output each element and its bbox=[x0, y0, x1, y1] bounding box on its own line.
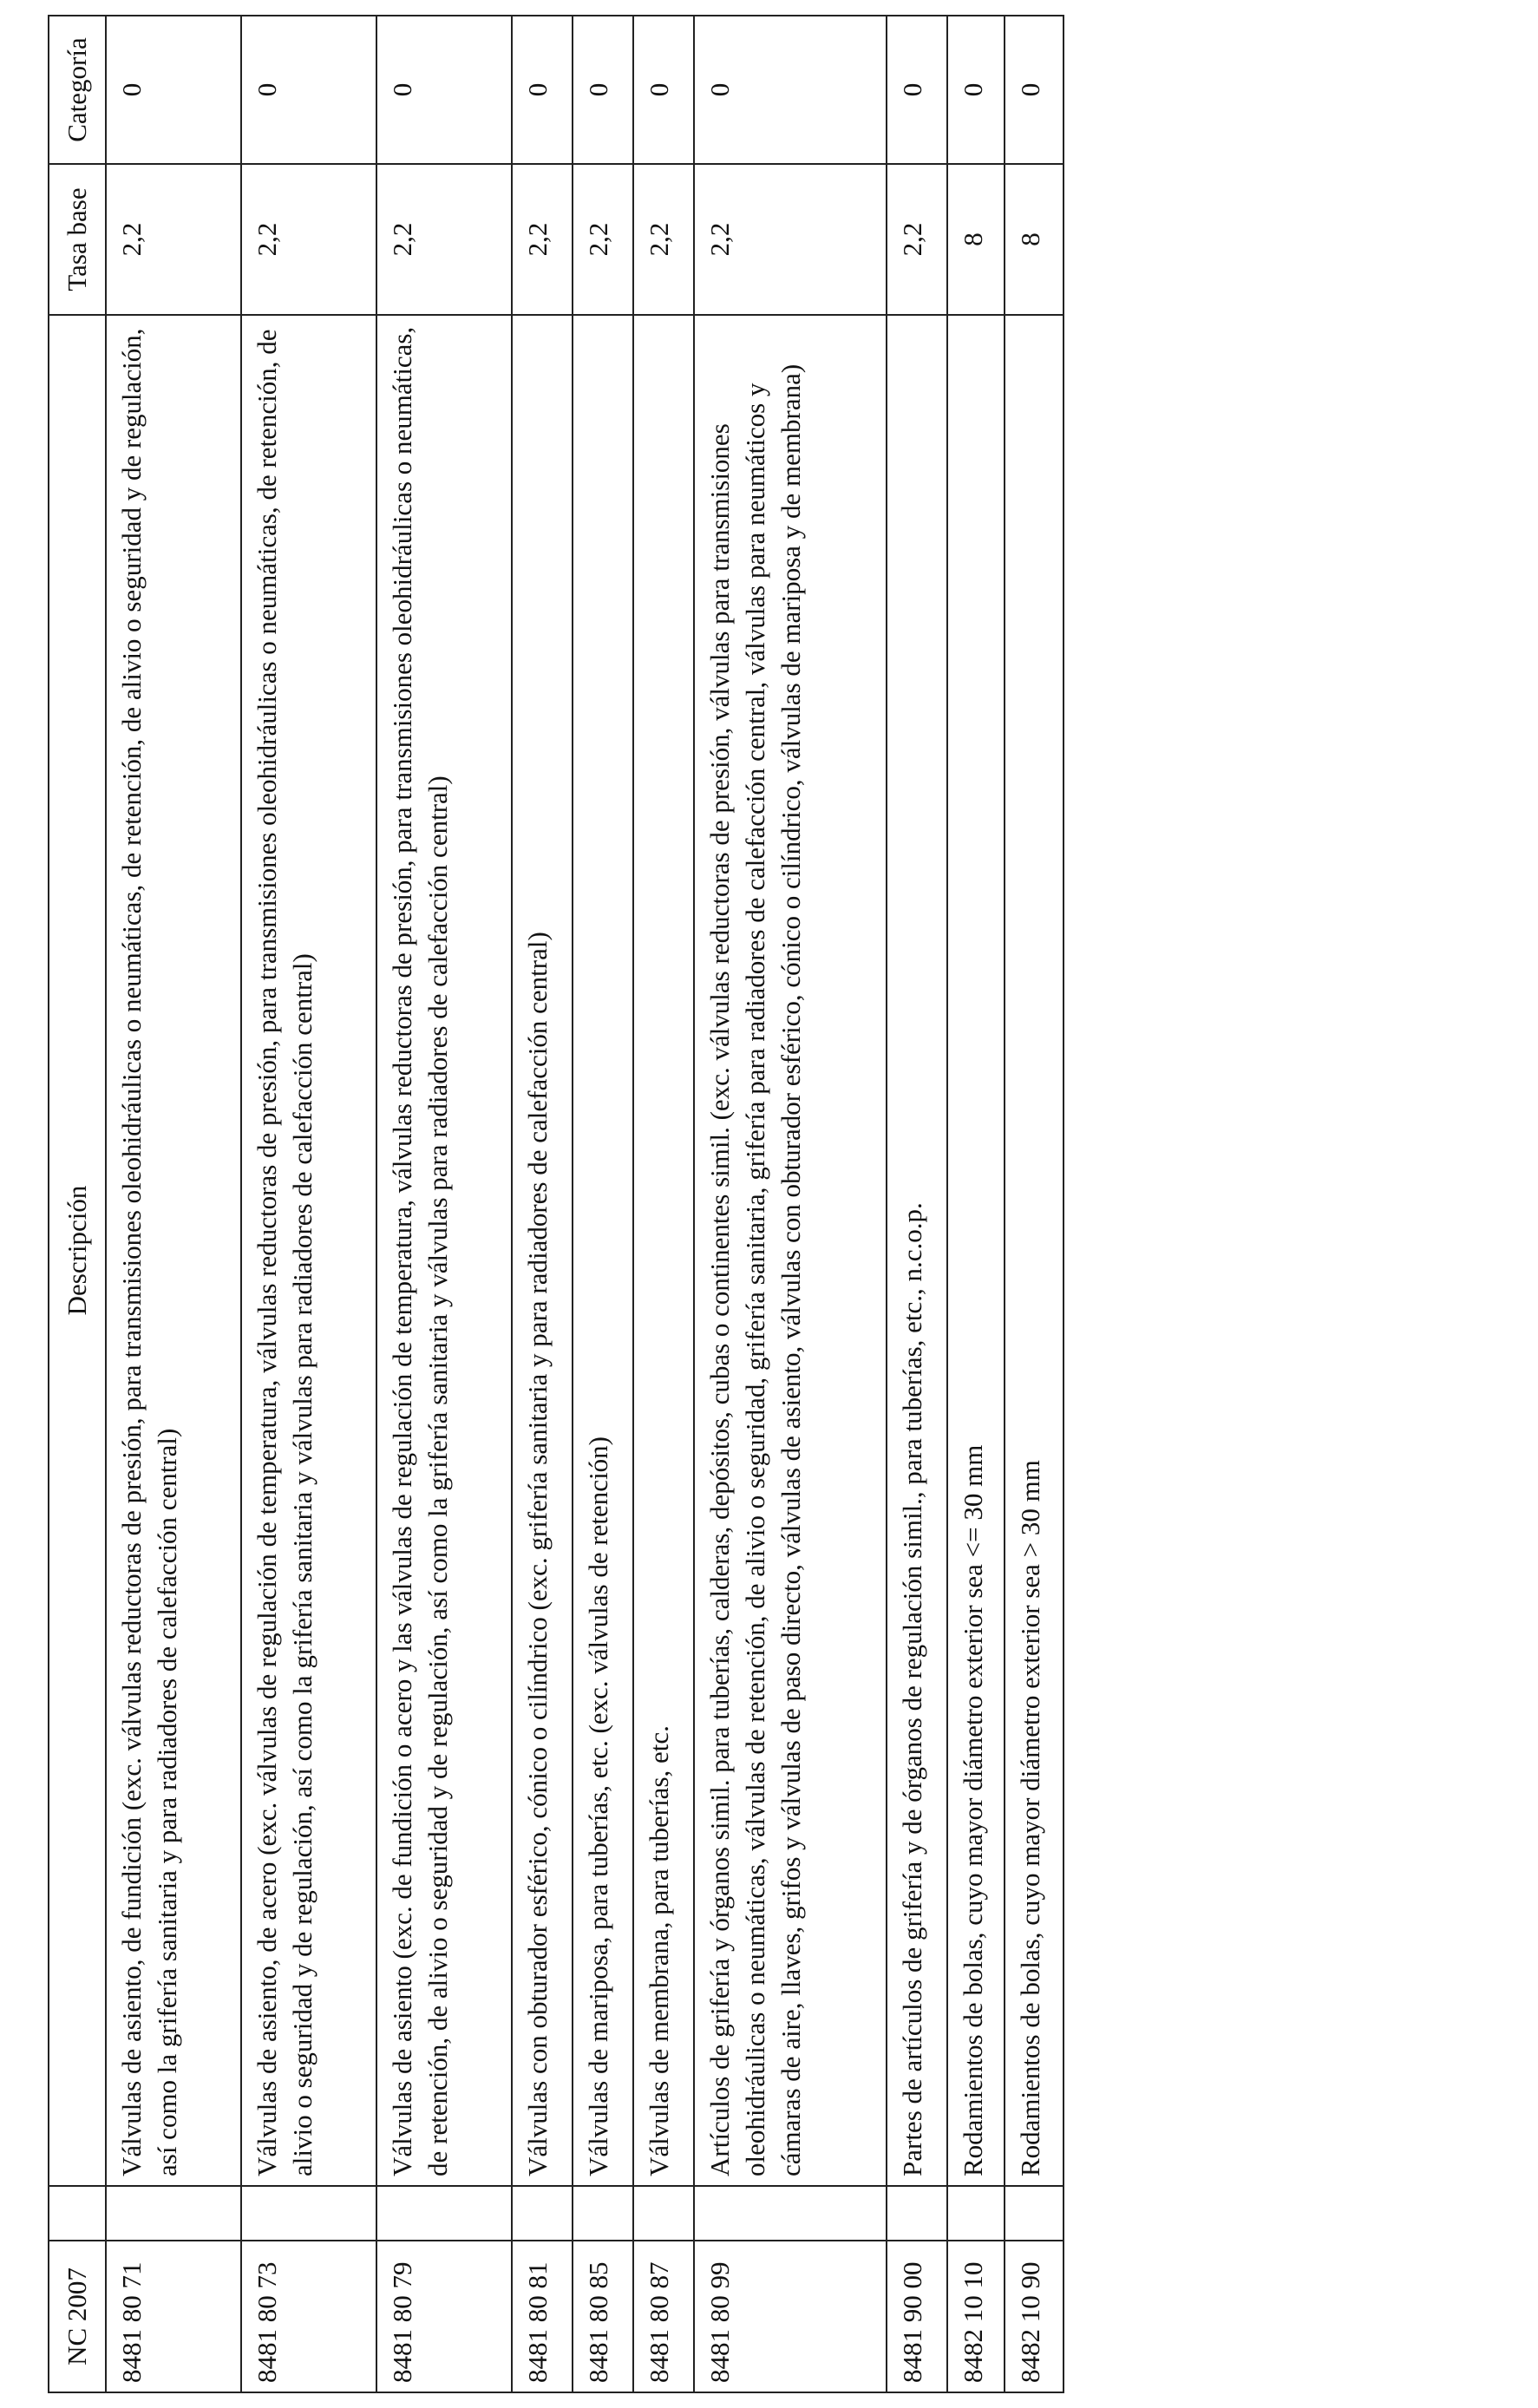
table-row bbox=[106, 16, 241, 2392]
tasa-base: 2,2 bbox=[106, 164, 241, 315]
blank-cell bbox=[1005, 2186, 1064, 2241]
blank-cell bbox=[633, 2186, 694, 2241]
categoria: 0 bbox=[694, 16, 887, 164]
tariff-table bbox=[48, 15, 1064, 2393]
nc-code: 8481 80 87 bbox=[633, 2241, 694, 2392]
nc-code: 8481 80 85 bbox=[573, 2241, 633, 2392]
categoria: 0 bbox=[573, 16, 633, 164]
blank-cell bbox=[573, 2186, 633, 2241]
tasa-base: 8 bbox=[1005, 164, 1064, 315]
categoria: 0 bbox=[241, 16, 376, 164]
tasa-base: 2,2 bbox=[512, 164, 573, 315]
table-row bbox=[1005, 16, 1064, 2392]
categoria: 0 bbox=[512, 16, 573, 164]
description: Rodamientos de bolas, cuyo mayor diámetro exterior sea > 30 mm bbox=[1005, 315, 1064, 2186]
header-row bbox=[49, 16, 106, 2392]
nc-code: 8481 80 81 bbox=[512, 2241, 573, 2392]
table-row bbox=[512, 16, 573, 2392]
nc-code: 8481 80 71 bbox=[106, 2241, 241, 2392]
table-row bbox=[241, 16, 376, 2392]
table-row bbox=[887, 16, 947, 2392]
description: Válvulas de asiento, de fundición (exc. válvulas reductoras de presión, para transmisiones oleohidráulicas o neumáticas, de retención, de alivio o seguridad y de regulación, así como la grifería sanitaria y para radiadores de calefacción central) bbox=[106, 315, 241, 2186]
blank-cell bbox=[887, 2186, 947, 2241]
description: Válvulas con obturador esférico, cónico o cilíndrico (exc. grifería sanitaria y para radiadores de calefacción central) bbox=[512, 315, 573, 2186]
rotated-page bbox=[48, 16, 1063, 2393]
categoria: 0 bbox=[106, 16, 241, 164]
categoria: 0 bbox=[947, 16, 1005, 164]
description: Artículos de grifería y órganos simil. para tuberías, calderas, depósitos, cubas o continentes simil. (exc. válvulas reductoras de presión, válvulas para transmisiones oleohidráulicas o neumáticas, válvulas de retención, de alivio o seguridad, grifería sanitaria, grifería para radiadores de calefacción central, válvulas para neumáticos y cámaras de aire, llaves, grifos y válvulas de paso directo, válvulas de asiento, válvulas con obturador esférico, cónico o cilíndrico, válvulas de mariposa y de membrana) bbox=[694, 315, 887, 2186]
blank-cell bbox=[512, 2186, 573, 2241]
categoria: 0 bbox=[376, 16, 512, 164]
blank-cell bbox=[947, 2186, 1005, 2241]
header-categoria: Categoría bbox=[49, 16, 106, 164]
blank-cell bbox=[694, 2186, 887, 2241]
header-descripcion: Descripción bbox=[49, 315, 106, 2186]
nc-code: 8482 10 90 bbox=[1005, 2241, 1064, 2392]
nc-code: 8481 80 99 bbox=[694, 2241, 887, 2392]
tasa-base: 2,2 bbox=[241, 164, 376, 315]
tasa-base: 2,2 bbox=[887, 164, 947, 315]
description: Rodamientos de bolas, cuyo mayor diámetro exterior sea <= 30 mm bbox=[947, 315, 1005, 2186]
header-blank bbox=[49, 2186, 106, 2241]
description: Válvulas de mariposa, para tuberías, etc. (exc. válvulas de retención) bbox=[573, 315, 633, 2186]
header-tasa: Tasa base bbox=[49, 164, 106, 315]
description: Partes de artículos de grifería y de órganos de regulación simil., para tuberías, etc., n.c.o.p. bbox=[887, 315, 947, 2186]
blank-cell bbox=[106, 2186, 241, 2241]
blank-cell bbox=[376, 2186, 512, 2241]
table-row bbox=[633, 16, 694, 2392]
description: Válvulas de membrana, para tuberías, etc. bbox=[633, 315, 694, 2186]
nc-code: 8481 80 79 bbox=[376, 2241, 512, 2392]
table-row bbox=[376, 16, 512, 2392]
nc-code: 8481 90 00 bbox=[887, 2241, 947, 2392]
nc-code: 8482 10 10 bbox=[947, 2241, 1005, 2392]
categoria: 0 bbox=[1005, 16, 1064, 164]
table-row bbox=[947, 16, 1005, 2392]
tasa-base: 2,2 bbox=[694, 164, 887, 315]
categoria: 0 bbox=[887, 16, 947, 164]
tasa-base: 2,2 bbox=[376, 164, 512, 315]
table-row bbox=[694, 16, 887, 2392]
nc-code: 8481 80 73 bbox=[241, 2241, 376, 2392]
description: Válvulas de asiento, de acero (exc. válvulas de regulación de temperatura, válvulas reductoras de presión, para transmisiones oleohidráulicas o neumáticas, de retención, de alivio o seguridad y de regulación, así como la grifería sanitaria y válvulas para radiadores de calefacción central) bbox=[241, 315, 376, 2186]
tasa-base: 2,2 bbox=[573, 164, 633, 315]
header-nc: NC 2007 bbox=[49, 2241, 106, 2392]
description: Válvulas de asiento (exc. de fundición o acero y las válvulas de regulación de temperatura, válvulas reductoras de presión, para transmisiones oleohidráulicas o neumáticas, de retención, de alivio o seguridad y de regulación, así como la grifería sanitaria y válvulas para radiadores de calefacción central) bbox=[376, 315, 512, 2186]
categoria: 0 bbox=[633, 16, 694, 164]
blank-cell bbox=[241, 2186, 376, 2241]
tasa-base: 2,2 bbox=[633, 164, 694, 315]
table-row bbox=[573, 16, 633, 2392]
tasa-base: 8 bbox=[947, 164, 1005, 315]
